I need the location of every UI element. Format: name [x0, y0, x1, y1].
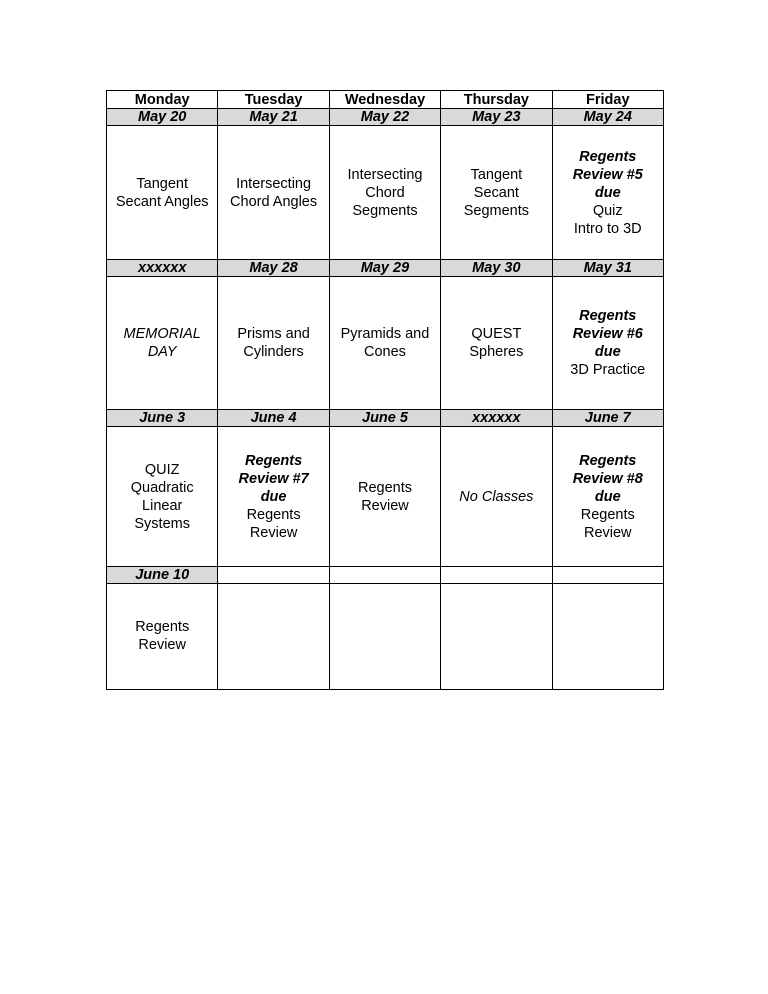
lesson-cell-monday — [107, 584, 218, 690]
lesson-cell-thursday — [441, 427, 552, 567]
date-cell-tuesday — [218, 567, 329, 584]
date-cell-thursday — [441, 567, 552, 584]
lesson-text-line: Quiz — [592, 202, 623, 219]
lesson-row — [107, 584, 664, 690]
lesson-text-line: Segments — [463, 202, 530, 219]
lesson-text-line: Systems — [134, 515, 190, 532]
date-cell-tuesday: May 28 — [218, 260, 329, 277]
lesson-text-line: Tangent — [136, 175, 188, 192]
date-cell-monday: June 10 — [107, 567, 218, 584]
lesson-text-line: Segments — [352, 202, 418, 219]
lesson-text-line: Intersecting — [347, 166, 423, 183]
date-cell-tuesday: June 4 — [218, 410, 329, 427]
lesson-text-line: Regents — [244, 452, 303, 469]
date-cell-friday: June 7 — [552, 410, 663, 427]
lesson-text-line: Linear — [142, 497, 183, 514]
lesson-row — [107, 126, 664, 260]
lesson-text-line: Spheres — [469, 344, 524, 360]
lesson-row — [107, 427, 664, 567]
lesson-cell-friday — [552, 126, 663, 260]
lesson-cell-monday — [107, 277, 218, 410]
date-cell-monday: xxxxxx — [107, 260, 218, 277]
lesson-cell-thursday — [441, 126, 552, 260]
date-cell-friday — [552, 567, 663, 584]
lesson-text-line: 3D Practice — [570, 362, 646, 378]
date-cell-wednesday — [329, 567, 440, 584]
lesson-text-line: Intersecting — [236, 175, 312, 192]
lesson-text-line: No Classes — [459, 488, 534, 505]
day-header-friday: Friday — [552, 91, 663, 109]
lesson-cell-friday — [552, 427, 663, 567]
lesson-text-line: Chord Angles — [230, 193, 318, 210]
lesson-text-line: Quadratic — [130, 479, 194, 496]
lesson-text-line: Regents — [579, 452, 637, 469]
day-header-wednesday: Wednesday — [329, 91, 440, 109]
lesson-row — [107, 277, 664, 410]
date-cell-wednesday: June 5 — [329, 410, 440, 427]
lesson-text-line: Review #5 — [572, 166, 643, 183]
lesson-text-line: Cones — [364, 344, 406, 360]
date-cell-wednesday: May 22 — [329, 109, 440, 126]
lesson-text-line: Regents — [135, 619, 190, 635]
date-cell-monday: May 20 — [107, 109, 218, 126]
day-header-thursday: Thursday — [441, 91, 552, 109]
date-cell-thursday: May 30 — [441, 260, 552, 277]
lesson-text-line: due — [594, 184, 621, 201]
day-header-monday: Monday — [107, 91, 218, 109]
lesson-text-line: MEMORIAL — [123, 326, 201, 342]
lesson-text-line: QUEST — [471, 326, 522, 342]
lesson-cell-thursday — [441, 584, 552, 690]
lesson-cell-wednesday — [329, 277, 440, 410]
lesson-text-line: Review #6 — [572, 326, 643, 342]
lesson-cell-friday — [552, 277, 663, 410]
lesson-text-line: due — [594, 488, 621, 505]
lesson-text-line: Regents — [246, 506, 301, 523]
date-cell-monday: June 3 — [107, 410, 218, 427]
date-row — [107, 260, 664, 277]
day-header-row — [107, 91, 664, 109]
lesson-cell-wednesday — [329, 584, 440, 690]
lesson-text-line: QUIZ — [144, 461, 180, 478]
lesson-text-line: Regents — [580, 506, 635, 523]
lesson-text-line: Intro to 3D — [573, 220, 642, 237]
date-cell-thursday: xxxxxx — [441, 410, 552, 427]
lesson-text-line: Secant — [473, 184, 519, 201]
lesson-cell-thursday — [441, 277, 552, 410]
lesson-cell-wednesday — [329, 427, 440, 567]
date-cell-friday: May 31 — [552, 260, 663, 277]
lesson-text-line: Review — [249, 524, 298, 541]
lesson-text-line: Review — [583, 524, 632, 541]
lesson-text-line: Pyramids and — [340, 326, 430, 342]
lesson-text-line: Cylinders — [243, 344, 304, 360]
date-row — [107, 410, 664, 427]
lesson-cell-monday — [107, 427, 218, 567]
lesson-text-line: due — [594, 344, 621, 360]
date-cell-friday: May 24 — [552, 109, 663, 126]
date-cell-thursday: May 23 — [441, 109, 552, 126]
lesson-text-line: Regents — [357, 479, 412, 496]
lesson-cell-tuesday — [218, 427, 329, 567]
lesson-text-line: Secant Angles — [115, 193, 209, 210]
lesson-text-line: Regents — [579, 308, 637, 324]
lesson-cell-tuesday — [218, 277, 329, 410]
lesson-text-line: DAY — [147, 344, 177, 360]
date-cell-tuesday: May 21 — [218, 109, 329, 126]
lesson-cell-monday — [107, 126, 218, 260]
lesson-cell-friday — [552, 584, 663, 690]
lesson-cell-wednesday — [329, 126, 440, 260]
lesson-text-line: Tangent — [470, 166, 523, 183]
schedule-table — [106, 90, 664, 690]
lesson-text-line: due — [260, 488, 287, 505]
lesson-cell-tuesday — [218, 584, 329, 690]
lesson-text-line: Regents — [579, 148, 637, 165]
lesson-text-line: Review — [138, 637, 186, 653]
date-cell-wednesday: May 29 — [329, 260, 440, 277]
day-header-tuesday: Tuesday — [218, 91, 329, 109]
date-row — [107, 109, 664, 126]
lesson-text-line: Prisms and — [237, 326, 310, 342]
lesson-text-line: Chord — [365, 184, 405, 201]
lesson-cell-tuesday — [218, 126, 329, 260]
lesson-text-line: Review #8 — [572, 470, 643, 487]
lesson-text-line: Review — [361, 497, 409, 514]
lesson-text-line: Review #7 — [238, 470, 309, 487]
date-row — [107, 567, 664, 584]
